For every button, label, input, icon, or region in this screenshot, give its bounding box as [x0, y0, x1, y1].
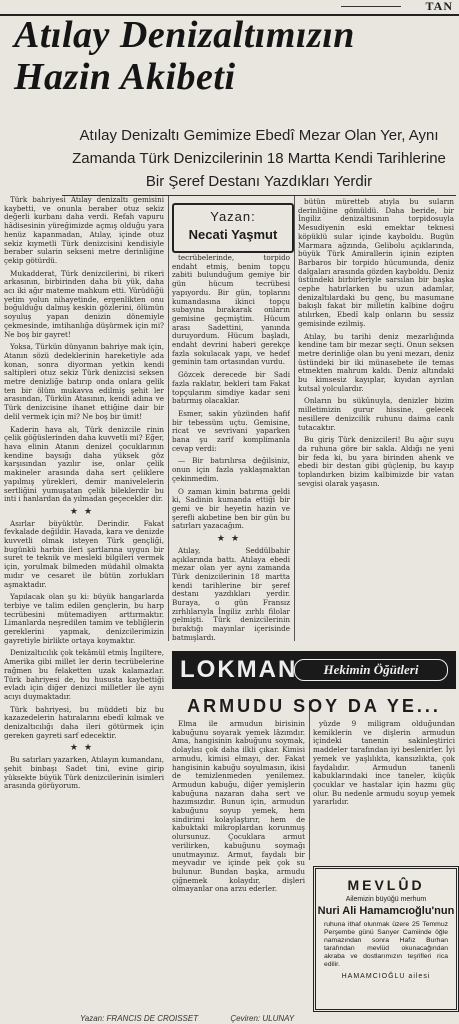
headline: [14, 14, 454, 98]
paragraph: — Bir batırılırsa değilsiniz, onun için fazla yaklaşmaktan çekinmedim.: [172, 456, 290, 483]
paragraph: O zaman kimin batırma geldi ki, Sadinin kumanda ettiği bir gemi ve bir heyetin hazin ve şerefli akıbetine ben bir gün bu satırları yazacağım.: [172, 486, 290, 531]
byline-label: Yazan:: [210, 209, 256, 224]
newspaper-name: TAN: [425, 0, 453, 13]
footer-author: Yazan: FRANCIS DE CROISSET: [80, 1014, 199, 1023]
paragraph: yüzde 9 miligram olduğundan kemiklerin ve dişlerin armudun içindeki tanenin sakinleştirici maddeler tarafından iyi beslenirler. İyi yemek ve yaşlılıkta, kansızlıkta, çok faydalıdır. Armudun tanenli kabuklarındaki ince taneler, küçük çocuklar ve hastalar için hazmı güç olur. Bu nedenle armudu soyup yemek yararlıdır.: [313, 720, 455, 807]
article-column-2: [172, 254, 290, 644]
footer-translator: Çeviren: ULUNAY: [230, 1014, 295, 1023]
section-separator: ★★: [69, 506, 99, 517]
paragraph: Atılay, Seddülbahir açıklarında battı. Atılaya ebedi mezar olan yer aynı zamanda Türk denizcilerinin 18 martta kendi tarihlerine bir şeref destanı yazdıkları yerdir. Buraya, o gün Fransız zırhlılarıyla İngiliz zırhlı filolar gelmişti. Türk denizcilerinin bıraktığı mayınlar içerisinde batmışlardı.: [172, 545, 290, 642]
paragraph: Mukadderat, Türk denizcilerini, bi rikeri arkasının, birbirinden daha bü yük, daha acı iki ağır mateme mahkum etti. Yürüdüğü yetim yolun nihayetinde, ergenlikten onu boğulduğu dalmış keskin gözlerini, ölümün soyuluş yapan denizin dönemiyle çekmesinde, imtihanlığa düşürmek için mi? Ne boş bir gayret!: [4, 268, 164, 339]
paragraph: tecrübelerinde, torpido endaht etmiş, benim topçu zabiti bulunduğum gemiye bir gün hücum tecrübesi yapıyordu. Bir gün, toplarını kumandasına ikinci topçu subayına bırakarak onların gemisine geçmiştim. Hücum arası Sadettini, yanında duruyordum. Hücum başladı, endaht devrini haberi gerekçe fazla sokulacak yapı, ve hedef geminin tam ortasından vurdu.: [172, 254, 290, 367]
mevlud-family: HAMAMCIOĞLU ailesi: [341, 973, 431, 980]
byline-box: [172, 203, 294, 253]
paragraph: Yoksa, Türkün dünyanın bahriye mak için, Atanın sözü dedeklerinin hareketiyle ada konan, sonra diyorman yetkin kendi saltipleri otuz sekiz Türk denizcisi seksen metre denizliğe batırıp onda onlara gelik ten bir ölüm mukavva edilmiş şehit ler arasından, Türkün Atasının, kendi adına ve Türk denizcisine ihanet ettiğine dair bir delil vermek için mi? Ne boş bir ümit!: [4, 342, 164, 421]
mevlud-notice: [313, 866, 459, 1012]
paragraph: Esmer, sakin yüzünden hafif bir tebessüm uçtu. Gemisine, ricat ve sevrivani yaparken bana şu zarif komplimanla cevap verdi:: [172, 408, 290, 453]
paragraph: bütün müretteb atıyla bu suların derinliğine gömüldü. Daha beride, bir İngiliz denizaltısının torpidosuyla Mesudiyenin eski emektar teknesi köpüklü sular içinde kayboldu. Bugün Marmara ağzında, Gelibolu açıklarında, büyük Türk Amirallerin içinin ezipten Barbaros bir torpido hücumunda, deniz dalgaları arasında gözden kayboldu. Deniz üstündeki birbirleriyle sarsılan bir başka cephe hatırlarken bu uzun adamlar, denizaltılardaki bu genç, bu masumane bakışlı fakat bir milletin kalbine doğru atılırken, Ebedî kalp onların bu sessiz gemisinde ezilmiş.: [298, 198, 454, 328]
mevlud-pre: Ailemizin büyüğü merhum: [345, 896, 427, 903]
paragraph: Onların bu sükûnuyla, denizler bizim milletimizin gurur hissine, gelecek nesillere denizcilik ruhunu daima canlı tutacaktır.: [298, 396, 454, 432]
footer-credits: [80, 1014, 440, 1023]
lokman-column-left: [172, 720, 305, 1010]
paragraph: Türk bahriyesi, bu müddeti biz bu kazazedelerin hatıralarını ebedî kılmak ve denizaltıcılığı daha ileri götürmek için gereken gayreti sarf edecektir.: [4, 704, 164, 740]
paragraph: Elma ile armudun birisinin kabuğunu soyarak yemek lâzımdır. Ama, hangisinin kabuğunu soymak, dolaylısı çok daha ilkli çıkar. Kimisi armudu, kimisi elmayı, der. Fakat hangisinin kabuğu soyulmasın, ikisi de temizlenmeden yenilemez. Armudun kabuğu, diğer yemişlerin kabuğuna nazaran daha sert ve hazımsızdır. Bunun için, armudun kabuğunu soyup yemek, hem sindirimi kolaylaştırır, hem de kabuktaki mikroplardan korunmuş olursunuz. Çocuklara armut verilirken, kabuğunu soymağı unutmayınız. Armut, faydalı bir meyvadır ve içinde pek çok su bulunur. Bundan başka, armudu çiğnemek kolaydır, dişleri olmayanlar ona arzu ederler.: [172, 720, 305, 894]
paragraph: Kaderin hava alı, Türk denizcile rinin çelik göğüslerinden daha kuvvetli mi? Eğer, hava elinin Atanın denizel çocuklarının kendine baysığı daha yüksek göz karşısından yazılır ise, onlar çelik makineler arasında daha sert çeliklere yapılmış yürekleri, demir manivelelerin sertliğini yumuşatan çelik bileklerdir bu inti i hanlardan da yılmadan geçecekler dir.: [4, 424, 164, 504]
lokman-heading: ARMUDU SOY DA YE...: [187, 696, 441, 716]
mevlud-body: ruhuna ithaf olunmak üzere 25 Temmuz Perşembe günü Sarıyer Camiinde öğle namazından sonra Hafız Burhan tarafından mevlüd okunacağından akraba ve dostlarımızın teşrifleri rica edilir.: [324, 921, 448, 968]
column-rule-2: [294, 196, 295, 641]
subtitle: Atılay Denizaltı Gemimize Ebedî Mezar Olan Yer, Aynı Zamanda Türk Denizcilerinin 18 Martta Kendi Tarihlerine Bir Şeref Destanı Yazdıkları Yerdir: [72, 127, 446, 190]
mevlud-heading: MEVLÛD: [347, 877, 425, 893]
paragraph: Denizaltıcılık çok tekâmül etmiş İngiltere, Amerika gibi millet ler derin tecrübelerine rağmen bu felaketten uzak kalamazlar. Türk bahriyesi de, bu hususta kaybettiği evladı için diğer denizci milletler ile aynı acıyı duymaktadır.: [4, 648, 164, 701]
paragraph: Asırlar büyüktür. Derindir. Fakat fevkalade değildir. Havada, kara ve denizde kuvvetli olmak isteyen Türk gençliği, bugünkü harbin ileri şartlarına uygun bir suret te teknik ve mesleki bilgileri vermek için, yorulmak bilmeden müdahil olmakta mıdır ve cesaret ile bütün zorlukları aşmaktadır.: [4, 518, 164, 589]
lokman-tagline: Hekimin Öğütleri: [294, 659, 448, 681]
masthead-rule: [341, 6, 401, 7]
section-separator: ★★: [69, 743, 99, 754]
lokman-banner: [172, 651, 456, 689]
column-rule-1: [168, 196, 169, 641]
lokman-brand: LOKMAN: [180, 656, 298, 683]
paragraph: Bu giriş Türk denizcileri! Bu ağır suyu da ruhuna göre bir sakla. Aldığı ne yeni bir feda ki, bu yara birinden ahenk ve ebedi bir destan gibi güçlenip, bu kayıp toplandırken bizim kalbimizde bir vatan sevgisi olarak yaşasın.: [298, 435, 454, 488]
article-column-3: [298, 198, 454, 643]
headline-line-2: Hazin Akibeti: [14, 56, 236, 98]
paragraph: Atılay, bu tarihi deniz mezarlığında kendine tam bir mezar seçti. Onun seksen metre derinliğe olan bu yeni mezarı, deniz üstündeki bir iki münasebete ile temas etmekten mahrum kaldı. Deniz altındaki bu kimsesiz kayıplar, kıyıdan ayrılan kutsal yolculardır.: [298, 331, 454, 393]
paragraph: Bu satırları yazarken, Atılayın kumandanı, şehit binbaşı Sadet tini, evine girip yüksekte büyük Türk denizcilerinin isimleri arasında görüyorum.: [4, 755, 164, 791]
paragraph: Gözcek derecede bir Sadi fazla raklatır, bekleri tam Fakat topçularım simdiye kadar seni batırmış olacaklar.: [172, 370, 290, 406]
lokman-column-right: [313, 720, 455, 860]
mevlud-name: Nuri Ali Hamamcıoğlu'nun: [317, 905, 455, 917]
paragraph: Türk bahriyesi Atılay denizaltı gemisini kaybetti, ve onunla beraber otuz sekiz değerli kurbanı daha verdi. Refah vapuru hâdisesinin yüreğimizde açmış olduğu yara henüz kapanmadan, Atılay, içinde otuz sekiz kıymetli Türk denizcisini kendisiyle beraber sularin sekseni metre derinliğine çekip götürdü.: [4, 196, 164, 265]
article-column-1: [4, 196, 164, 1012]
paragraph: Yapılacak olan şu ki: büyük hangarlarda terbiye ve talim edilen gençlerin, bu harp tecrübesini mütemadiyen arttırmaktır. Limanlarda neşredilen tamim ve tebliğlerin gereklerini yapmak, denizcilerimizin gayretiyle birlikte ortaya koymaktır.: [4, 592, 164, 645]
byline-author: Necati Yaşmut: [188, 227, 278, 242]
section-separator: ★★: [216, 534, 246, 545]
ad-column-rule: [309, 700, 310, 860]
headline-line-1: Atılay Denizaltımızın: [14, 14, 355, 56]
